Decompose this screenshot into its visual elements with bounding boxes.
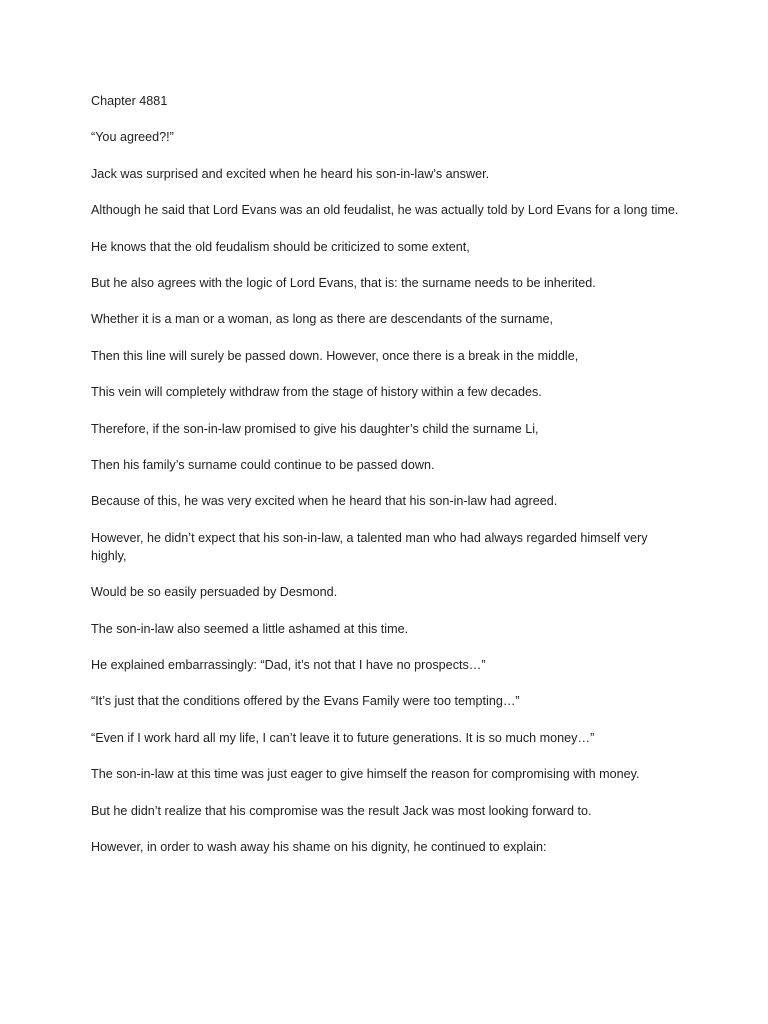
- paragraph-4: He knows that the old feudalism should be criticized to some extent,: [91, 239, 470, 254]
- paragraph-10: Then his family’s surname could continue to be passed down.: [91, 457, 435, 472]
- paragraph-16: “It’s just that the conditions offered by the Evans Family were too tempting…”: [91, 694, 520, 709]
- paragraph-15: He explained embarrassingly: “Dad, it’s not that I have no prospects…”: [91, 658, 486, 673]
- paragraph-19: But he didn’t realize that his compromise was the result Jack was most looking forward to.: [91, 803, 592, 818]
- paragraph-20: However, in order to wash away his shame on his dignity, he continued to explain:: [91, 840, 547, 855]
- chapter-title: Chapter 4881: [91, 94, 168, 108]
- paragraph-11: Because of this, he was very excited when he heard that his son-in-law had agreed.: [91, 494, 558, 509]
- paragraph-6: Whether it is a man or a woman, as long as there are descendants of the surname,: [91, 312, 554, 327]
- paragraph-1: “You agreed?!”: [91, 130, 174, 145]
- document-page: [91, 92, 681, 874]
- paragraph-17: “Even if I work hard all my life, I can’t leave it to future generations. It is so much money…”: [91, 730, 595, 745]
- paragraph-9: Therefore, if the son-in-law promised to give his daughter’s child the surname Li,: [91, 421, 539, 436]
- paragraph-13: Would be so easily persuaded by Desmond.: [91, 585, 338, 600]
- paragraph-5: But he also agrees with the logic of Lord Evans, that is: the surname needs to be inherited.: [91, 275, 596, 290]
- paragraph-14: The son-in-law also seemed a little ashamed at this time.: [91, 621, 409, 636]
- paragraph-8: This vein will completely withdraw from the stage of history within a few decades.: [91, 385, 542, 400]
- paragraph-7: Then this line will surely be passed down. However, once there is a break in the middle,: [91, 348, 579, 363]
- paragraph-12: However, he didn’t expect that his son-in-law, a talented man who had always regarded himself very highly,: [91, 530, 648, 563]
- paragraph-18: The son-in-law at this time was just eager to give himself the reason for compromising with money.: [91, 767, 640, 782]
- paragraph-2: Jack was surprised and excited when he heard his son-in-law’s answer.: [91, 166, 490, 181]
- paragraph-3: Although he said that Lord Evans was an old feudalist, he was actually told by Lord Evans for a long time.: [91, 203, 679, 218]
